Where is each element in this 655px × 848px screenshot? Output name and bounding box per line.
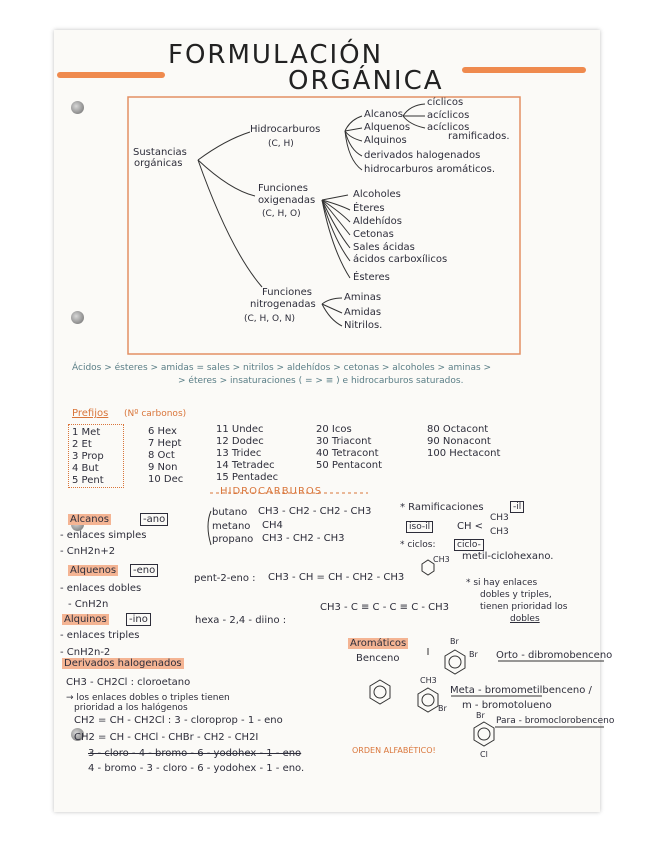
alquino-example-formula: CH3 - C ≡ C - C ≡ C - CH3 xyxy=(320,602,450,613)
prefix: 7 Hept xyxy=(148,438,182,449)
prefix: 100 Hectacont xyxy=(427,448,501,459)
derivado-wrong-name: 3 - cloro - 4 - bromo - 6 - yodohex - 1 - eno xyxy=(88,748,302,759)
prefix: 30 Triacont xyxy=(316,436,372,447)
alcanos-label: Alcanos xyxy=(364,109,403,120)
alcano-example-formula: CH3 - CH2 - CH3 xyxy=(262,533,345,544)
nitro-item: Aminas xyxy=(344,292,382,303)
alquenos-heading-label: Alquenos xyxy=(70,565,117,576)
alcano-example-name: metano xyxy=(212,521,251,532)
prefix: 6 Hex xyxy=(148,426,177,437)
alquinos-label: Alquinos xyxy=(364,135,407,146)
note-line: dobles xyxy=(510,614,540,624)
prefijos-header: Prefijos xyxy=(72,408,109,419)
prefix: 2 Et xyxy=(72,439,92,450)
prefix: 8 Oct xyxy=(148,450,175,461)
alcanos-heading xyxy=(68,514,111,525)
ciclos-label: * ciclos: xyxy=(400,540,436,550)
oxig-item: Alcoholes xyxy=(353,189,401,200)
prefix: 3 Prop xyxy=(72,451,104,462)
note-line: dobles y triples, xyxy=(480,590,552,600)
para-cl: Cl xyxy=(480,750,488,759)
oxig-sub: (C, H, O) xyxy=(262,209,301,219)
alcanos-heading-label: Alcanos xyxy=(70,514,109,525)
derivado-example-1: CH3 - CH2Cl : cloroetano xyxy=(66,677,191,688)
ramif-label: * Ramificaciones xyxy=(400,502,484,513)
oxig-label-2: oxigenadas xyxy=(258,195,316,206)
derivados-heading-label: Derivados halogenados xyxy=(64,658,182,669)
alquino-example-name: hexa - 2,4 - diino : xyxy=(195,615,287,626)
iso-ch3-bottom: CH3 xyxy=(490,527,509,537)
oxig-item: Sales ácidas xyxy=(353,242,415,253)
aciclicos-label-2: acíclicos xyxy=(427,122,470,133)
alquinos-heading xyxy=(62,614,109,625)
derivado-example-2: CH2 = CH - CH2Cl : 3 - cloroprop - 1 - eno xyxy=(74,715,283,726)
oxig-item: ácidos carboxílicos xyxy=(353,254,448,265)
oxig-label-1: Funciones xyxy=(258,183,308,194)
prefix: 50 Pentacont xyxy=(316,460,382,471)
ramificados-label: ramificados. xyxy=(448,131,510,142)
title-underline-left xyxy=(57,72,165,78)
oxig-item: Ésteres xyxy=(353,272,390,283)
prefix: 80 Octacont xyxy=(427,424,489,435)
oxig-item: Éteres xyxy=(353,203,385,214)
alcanos-suffix: -ano xyxy=(140,513,168,526)
prefix: 1 Met xyxy=(72,427,101,438)
hidro-label: Hidrocarburos xyxy=(250,124,321,135)
iso-ch3-top: CH3 xyxy=(490,513,509,523)
alquenos-note-1: - enlaces dobles xyxy=(60,583,142,594)
metil-ciclohexano-label: metil-ciclohexano. xyxy=(462,551,554,562)
alquinos-heading-label: Alquinos xyxy=(64,614,107,625)
ciclo-prefix: ciclo- xyxy=(454,539,484,551)
prefix: 14 Tetradec xyxy=(216,460,275,471)
alquenos-suffix: -eno xyxy=(130,564,158,577)
alquinos-suffix: -ino xyxy=(126,613,151,626)
root-label-2: orgánicas xyxy=(134,158,183,169)
meta-label-2: m - bromotolueno xyxy=(462,700,552,711)
orto-br-1: Br xyxy=(450,637,459,646)
alquenos-heading xyxy=(68,565,118,576)
meta-br: Br xyxy=(438,704,447,713)
meta-label-1: Meta - bromometilbenceno / xyxy=(450,685,592,696)
orden-alfabetico-note: ORDEN ALFABÉTICO! xyxy=(352,746,436,755)
prefix: 15 Pentadec xyxy=(216,472,279,483)
alcanos-note-1: - enlaces simples xyxy=(60,530,147,541)
aromaticos-heading-label: Aromáticos xyxy=(350,638,407,649)
page-title-line1: FORMULACIÓN xyxy=(168,40,384,70)
note-line: tienen prioridad los xyxy=(480,602,568,612)
ramif-suffix: -il xyxy=(510,501,524,513)
iso-prefix: iso-il xyxy=(406,521,433,533)
para-br: Br xyxy=(476,711,485,720)
alqueno-example-formula: CH3 - CH = CH - CH2 - CH3 xyxy=(268,572,405,583)
iso-formula: CH < xyxy=(457,521,484,532)
root-label: Sustancias xyxy=(133,147,187,158)
prefix: 4 But xyxy=(72,463,99,474)
meta-ch3: CH3 xyxy=(420,676,437,685)
orto-br-2: Br xyxy=(469,650,478,659)
derivado-right-name: 4 - bromo - 3 - cloro - 6 - yodohex - 1 - eno. xyxy=(88,763,305,774)
alquinos-note-1: - enlaces triples xyxy=(60,630,140,641)
nitro-label-1: Funciones xyxy=(262,287,312,298)
alcano-example-name: butano xyxy=(212,507,248,518)
prefix: 5 Pent xyxy=(72,475,104,486)
alquenos-label: Alquenos xyxy=(364,122,411,133)
para-label: Para - bromoclorobenceno xyxy=(496,716,615,726)
aromaticos-label: hidrocarburos aromáticos. xyxy=(364,164,496,175)
derivados-note-1: → los enlaces dobles o triples tienen xyxy=(66,693,230,703)
nitro-item: Amidas xyxy=(344,307,382,318)
prefix: 13 Tridec xyxy=(216,448,262,459)
prefix: 90 Nonacont xyxy=(427,436,491,447)
hidrocarburos-heading: HIDROCARBUROS xyxy=(220,486,323,497)
prefijos-header-2: (Nº carbonos) xyxy=(124,409,187,419)
prefix: 10 Dec xyxy=(148,474,184,485)
derivados-label: derivados halogenados xyxy=(364,150,481,161)
ciclo-ch3: CH3 xyxy=(433,555,450,564)
note-line: * si hay enlaces xyxy=(466,578,538,588)
prefix: 11 Undec xyxy=(216,424,264,435)
alqueno-example-name: pent-2-eno : xyxy=(194,573,256,584)
derivados-heading xyxy=(62,658,184,669)
alquenos-note-2: - CnH2n xyxy=(68,599,109,610)
aromaticos-heading xyxy=(348,638,408,649)
alcano-example-formula: CH4 xyxy=(262,520,283,531)
oxig-item: Cetonas xyxy=(353,229,394,240)
title-underline-right xyxy=(462,67,586,73)
alcanos-note-2: - CnH2n+2 xyxy=(60,546,116,557)
page-title-line2: ORGÁNICA xyxy=(288,66,444,96)
nitro-sub: (C, H, O, N) xyxy=(244,314,296,324)
derivados-note-2: prioridad a los halógenos xyxy=(74,703,188,713)
orto-label: Orto - dibromobenceno xyxy=(496,650,613,661)
alcano-example-formula: CH3 - CH2 - CH2 - CH3 xyxy=(258,506,372,517)
oxig-item: Aldehídos xyxy=(353,216,402,227)
alquinos-note-2: - CnH2n-2 xyxy=(60,647,111,658)
derivado-example-3: CH2 = CH - CHCl - CHBr - CH2 - CH2I xyxy=(74,732,259,743)
benceno-label: Benceno xyxy=(356,653,400,664)
alcano-example-name: propano xyxy=(212,534,254,545)
prefix: 12 Dodec xyxy=(216,436,264,447)
aciclicos-label: acíclicos xyxy=(427,110,470,121)
priority-line-2: > éteres > insaturaciones ( = > ≡ ) e hidrocarburos saturados. xyxy=(178,376,464,386)
nitro-item: Nitrilos. xyxy=(344,320,383,331)
prefix: 9 Non xyxy=(148,462,178,473)
priority-line-1: Ácidos > ésteres > amidas = sales > nitrilos > aldehídos > cetonas > alcoholes > aminas > xyxy=(72,363,492,373)
nitro-label-2: nitrogenadas xyxy=(250,299,316,310)
prefix: 20 Icos xyxy=(316,424,352,435)
prefix: 40 Tetracont xyxy=(316,448,379,459)
hidro-sub: (C, H) xyxy=(268,139,294,149)
ciclicos-label: cíclicos xyxy=(427,97,464,108)
